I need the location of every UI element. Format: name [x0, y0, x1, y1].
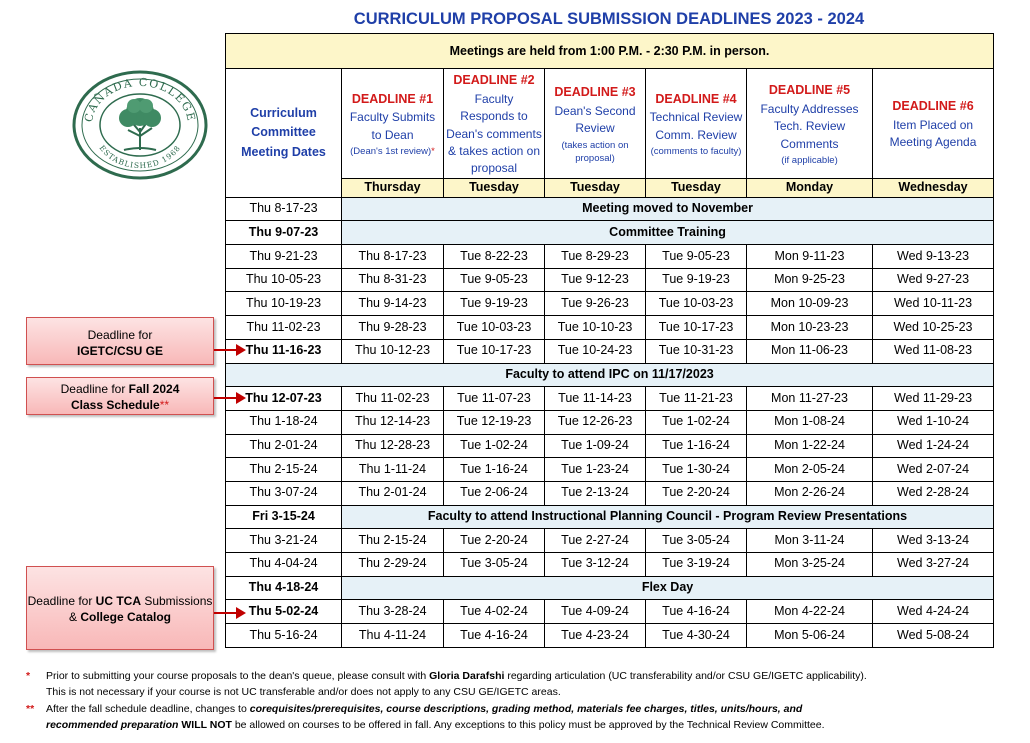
deadline-cell: Tue 8-22-23	[444, 245, 545, 269]
row-event: Committee Training	[342, 221, 994, 245]
meeting-date: Thu 11-02-23	[226, 316, 342, 340]
deadline-cell: Tue 3-12-24	[545, 553, 646, 577]
deadline-cell: Tue 2-13-24	[545, 481, 646, 505]
arrow-igetc	[214, 349, 238, 351]
deadline-cell: Thu 2-01-24	[342, 481, 444, 505]
callout-uc-tca: Deadline for UC TCA Submissions & College Catalog	[26, 566, 214, 650]
deadline-cell: Tue 1-23-24	[545, 458, 646, 482]
deadline-header-3: DEADLINE #3 Dean's Second Review (takes action on proposal)	[545, 69, 646, 179]
deadline-cell: Wed 4-24-24	[873, 600, 994, 624]
table-row	[226, 268, 994, 292]
deadline-cell: Tue 11-21-23	[646, 387, 747, 411]
deadline-cell: Thu 3-28-24	[342, 600, 444, 624]
meeting-date: Thu 4-18-24	[226, 576, 342, 600]
deadline-cell: Thu 9-28-23	[342, 316, 444, 340]
meeting-date: Thu 9-21-23	[226, 245, 342, 269]
deadline-cell: Mon 11-27-23	[747, 387, 873, 411]
deadline-cell: Tue 3-05-24	[646, 529, 747, 553]
deadlines-table	[225, 33, 994, 648]
deadline-cell: Thu 4-11-24	[342, 624, 444, 648]
deadline-cell: Wed 1-10-24	[873, 410, 994, 434]
deadline-cell: Tue 10-31-23	[646, 339, 747, 363]
deadline-day-3: Tuesday	[545, 178, 646, 197]
arrow-uc-tca	[214, 612, 238, 614]
deadline-cell: Thu 2-15-24	[342, 529, 444, 553]
deadline-header-4: DEADLINE #4 Technical Review Comm. Review (comments to faculty)	[646, 69, 747, 179]
deadline-header-2: DEADLINE #2 Faculty Responds to Dean's comments & takes action on proposal	[444, 69, 545, 179]
deadline-cell: Thu 12-14-23	[342, 410, 444, 434]
table-row	[226, 221, 994, 245]
row-event: Meeting moved to November	[342, 197, 994, 221]
deadline-cell: Wed 2-28-24	[873, 481, 994, 505]
deadline-cell: Tue 4-02-24	[444, 600, 545, 624]
deadline-cell: Wed 5-08-24	[873, 624, 994, 648]
meeting-date: Thu 5-16-24	[226, 624, 342, 648]
deadline-cell: Tue 4-16-24	[646, 600, 747, 624]
deadline-cell: Mon 11-06-23	[747, 339, 873, 363]
deadline-cell: Tue 12-19-23	[444, 410, 545, 434]
table-row	[226, 363, 994, 387]
deadline-cell: Tue 3-05-24	[444, 553, 545, 577]
deadline-cell: Wed 2-07-24	[873, 458, 994, 482]
deadline-cell: Tue 1-02-24	[646, 410, 747, 434]
table-row	[226, 624, 994, 648]
deadline-cell: Mon 9-25-23	[747, 268, 873, 292]
row-event: Flex Day	[342, 576, 994, 600]
table-row	[226, 458, 994, 482]
meeting-date: Thu 2-01-24	[226, 434, 342, 458]
deadline-cell: Tue 2-20-24	[646, 481, 747, 505]
deadline-cell: Wed 9-13-23	[873, 245, 994, 269]
deadline-cell: Tue 2-20-24	[444, 529, 545, 553]
meeting-date: Thu 5-02-24	[226, 600, 342, 624]
college-logo	[72, 70, 208, 180]
deadline-cell: Wed 11-08-23	[873, 339, 994, 363]
deadline-cell: Tue 12-26-23	[545, 410, 646, 434]
deadline-cell: Mon 2-26-24	[747, 481, 873, 505]
logo-name: CAÑADA COLLEGE	[81, 75, 199, 124]
deadline-cell: Tue 1-16-24	[646, 434, 747, 458]
footnotes: * Prior to submitting your course proposals to the dean's queue, please consult with Gloria Darafshi regarding articulation (UC transferability and/or CSU GE/IGETC applicability). This is not necessary if your course is not UC transferable and/or does not apply to any CSU GE/IGETC areas. ** After the fall schedule deadline, changes to corequisites/prerequisites, course descriptions, grading method, materials fee charges, titles, units/hours, and recommended preparation WILL NOT be allowed on courses to be offered in fall. Any exceptions to this policy must be approved by the Technical Review Committee.	[26, 668, 986, 733]
logo-established: ESTABLISHED 1968	[97, 143, 183, 171]
deadline-cell: Mon 5-06-24	[747, 624, 873, 648]
deadline-cell: Tue 9-19-23	[444, 292, 545, 316]
deadline-cell: Wed 1-24-24	[873, 434, 994, 458]
table-row	[226, 292, 994, 316]
deadline-cell: Tue 1-16-24	[444, 458, 545, 482]
deadline-header-6: DEADLINE #6 Item Placed on Meeting Agenda	[873, 69, 994, 179]
page-title: CURRICULUM PROPOSAL SUBMISSION DEADLINES 2023 - 2024	[353, 10, 865, 28]
deadline-cell: Tue 4-23-24	[545, 624, 646, 648]
deadline-cell: Mon 2-05-24	[747, 458, 873, 482]
table-row	[226, 245, 994, 269]
deadline-cell: Wed 10-25-23	[873, 316, 994, 340]
table-row	[226, 410, 994, 434]
meeting-date: Fri 3-15-24	[226, 505, 342, 529]
deadline-cell: Tue 9-26-23	[545, 292, 646, 316]
meeting-date: Thu 9-07-23	[226, 221, 342, 245]
meeting-date: Thu 2-15-24	[226, 458, 342, 482]
deadline-cell: Mon 1-08-24	[747, 410, 873, 434]
deadline-cell: Thu 11-02-23	[342, 387, 444, 411]
table-row	[226, 197, 994, 221]
meetings-note: Meetings are held from 1:00 P.M. - 2:30 P.M. in person.	[226, 34, 994, 69]
deadline-cell: Tue 10-03-23	[646, 292, 747, 316]
deadline-cell: Tue 10-03-23	[444, 316, 545, 340]
deadline-cell: Tue 10-17-23	[444, 339, 545, 363]
table-row	[226, 316, 994, 340]
deadline-cell: Tue 3-19-24	[646, 553, 747, 577]
deadline-cell: Wed 3-27-24	[873, 553, 994, 577]
deadline-cell: Mon 3-11-24	[747, 529, 873, 553]
row-event: Faculty to attend IPC on 11/17/2023	[226, 363, 994, 387]
deadline-cell: Tue 10-24-23	[545, 339, 646, 363]
deadline-cell: Wed 11-29-23	[873, 387, 994, 411]
table-row	[226, 505, 994, 529]
deadline-day-5: Monday	[747, 178, 873, 197]
deadline-day-6: Wednesday	[873, 178, 994, 197]
deadline-cell: Mon 4-22-24	[747, 600, 873, 624]
deadline-cell: Thu 8-17-23	[342, 245, 444, 269]
deadline-day-4: Tuesday	[646, 178, 747, 197]
meeting-date: Thu 4-04-24	[226, 553, 342, 577]
meeting-date: Thu 3-07-24	[226, 481, 342, 505]
meeting-date: Thu 12-07-23	[226, 387, 342, 411]
table-row	[226, 434, 994, 458]
table-row	[226, 529, 994, 553]
deadline-cell: Tue 10-10-23	[545, 316, 646, 340]
deadline-cell: Thu 1-11-24	[342, 458, 444, 482]
arrow-fall-schedule	[214, 397, 238, 399]
callout-igetc: Deadline for IGETC/CSU GE	[26, 317, 214, 365]
deadline-header-1: DEADLINE #1 Faculty Submits to Dean (Dean's 1st review)*	[342, 69, 444, 179]
table-row	[226, 339, 994, 363]
table-row	[226, 387, 994, 411]
deadline-cell: Mon 10-23-23	[747, 316, 873, 340]
table-row	[226, 553, 994, 577]
table-row	[226, 576, 994, 600]
meeting-dates-header: Curriculum Committee Meeting Dates	[226, 69, 342, 198]
deadline-cell: Wed 10-11-23	[873, 292, 994, 316]
table-row	[226, 481, 994, 505]
deadline-cell: Tue 4-09-24	[545, 600, 646, 624]
deadline-cell: Mon 10-09-23	[747, 292, 873, 316]
deadline-cell: Tue 1-02-24	[444, 434, 545, 458]
deadline-cell: Tue 11-14-23	[545, 387, 646, 411]
deadline-cell: Wed 9-27-23	[873, 268, 994, 292]
deadline-cell: Tue 10-17-23	[646, 316, 747, 340]
meeting-date: Thu 3-21-24	[226, 529, 342, 553]
row-event: Faculty to attend Instructional Planning Council - Program Review Presentations	[342, 505, 994, 529]
deadline-cell: Tue 9-19-23	[646, 268, 747, 292]
deadline-cell: Tue 9-12-23	[545, 268, 646, 292]
deadline-cell: Thu 9-14-23	[342, 292, 444, 316]
deadline-cell: Thu 10-12-23	[342, 339, 444, 363]
deadline-cell: Mon 3-25-24	[747, 553, 873, 577]
meeting-date: Thu 10-19-23	[226, 292, 342, 316]
deadline-cell: Tue 9-05-23	[646, 245, 747, 269]
deadline-cell: Tue 4-16-24	[444, 624, 545, 648]
deadline-cell: Tue 1-09-24	[545, 434, 646, 458]
meeting-date: Thu 8-17-23	[226, 197, 342, 221]
deadline-cell: Tue 4-30-24	[646, 624, 747, 648]
meeting-date: Thu 11-16-23	[226, 339, 342, 363]
deadline-cell: Mon 1-22-24	[747, 434, 873, 458]
deadline-cell: Thu 8-31-23	[342, 268, 444, 292]
deadline-cell: Tue 8-29-23	[545, 245, 646, 269]
footnote-1: * Prior to submitting your course proposals to the dean's queue, please consult with Gloria Darafshi regarding articulation (UC transferability and/or CSU GE/IGETC applicability).	[26, 670, 867, 682]
deadline-cell: Tue 2-06-24	[444, 481, 545, 505]
meeting-date: Thu 1-18-24	[226, 410, 342, 434]
footnote-2: ** After the fall schedule deadline, changes to corequisites/prerequisites, course descriptions, grading method, materials fee charges, titles, units/hours, and	[26, 702, 803, 715]
deadline-cell: Tue 9-05-23	[444, 268, 545, 292]
deadline-cell: Thu 12-28-23	[342, 434, 444, 458]
callout-fall-schedule: Deadline for Fall 2024 Class Schedule**	[26, 377, 214, 415]
deadline-cell: Tue 11-07-23	[444, 387, 545, 411]
deadline-day-1: Thursday	[342, 178, 444, 197]
deadline-header-5: DEADLINE #5 Faculty Addresses Tech. Review Comments (if applicable)	[747, 69, 873, 179]
deadline-cell: Wed 3-13-24	[873, 529, 994, 553]
table-row	[226, 600, 994, 624]
deadline-cell: Tue 1-30-24	[646, 458, 747, 482]
meeting-date: Thu 10-05-23	[226, 268, 342, 292]
deadline-day-2: Tuesday	[444, 178, 545, 197]
deadline-cell: Mon 9-11-23	[747, 245, 873, 269]
deadline-cell: Tue 2-27-24	[545, 529, 646, 553]
deadline-cell: Thu 2-29-24	[342, 553, 444, 577]
